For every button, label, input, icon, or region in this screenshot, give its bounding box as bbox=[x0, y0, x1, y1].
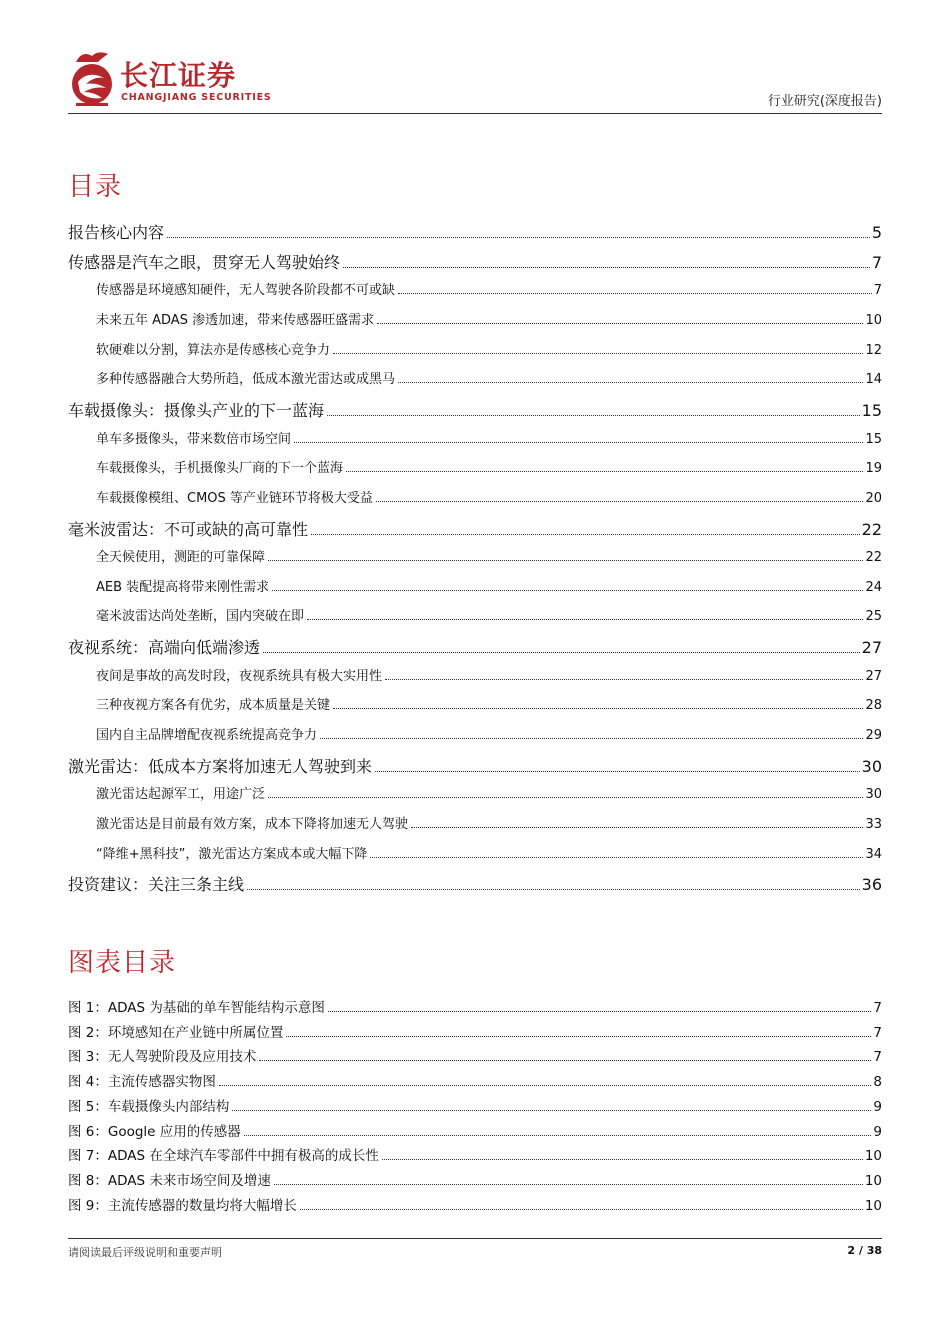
figure-entry[interactable] bbox=[68, 996, 882, 1016]
dot-leader bbox=[259, 1059, 871, 1061]
toc-entry-label: 夜视系统：高端向低端渗透 bbox=[68, 638, 261, 657]
figure-entry-page: 10 bbox=[864, 1173, 882, 1189]
toc-entry-page: 7 bbox=[871, 253, 882, 272]
dot-leader bbox=[398, 292, 872, 294]
toc-entry-page: 24 bbox=[865, 580, 882, 595]
toc-entry-page: 7 bbox=[873, 283, 882, 298]
toc-entry-label: “降维+黑科技”，激光雷达方案成本或大幅下降 bbox=[96, 847, 368, 862]
dot-leader bbox=[294, 441, 863, 443]
dot-leader bbox=[219, 1084, 872, 1086]
toc-entry[interactable] bbox=[68, 783, 882, 802]
dot-leader bbox=[398, 381, 863, 383]
toc-entry-label: 激光雷达是目前最有效方案，成本下降将加速无人驾驶 bbox=[96, 817, 409, 832]
toc-entry-page: 20 bbox=[865, 491, 882, 506]
toc-entry-page: 19 bbox=[865, 461, 882, 476]
dot-leader bbox=[376, 500, 864, 502]
toc-entry-label: 毫米波雷达尚处垄断，国内突破在即 bbox=[96, 609, 305, 624]
toc-entry[interactable] bbox=[68, 220, 882, 243]
dot-leader bbox=[247, 888, 860, 890]
toc-entry[interactable] bbox=[68, 694, 882, 713]
toc-entry[interactable] bbox=[68, 428, 882, 447]
toc-entry-label: 投资建议：关注三条主线 bbox=[68, 875, 245, 894]
dot-leader bbox=[377, 322, 863, 324]
toc-entry[interactable] bbox=[68, 843, 882, 862]
toc-entry-page: 22 bbox=[861, 520, 882, 539]
figure-entry-page: 8 bbox=[873, 1074, 882, 1090]
dot-leader bbox=[343, 266, 870, 268]
toc-entry-label: 多种传感器融合大势所趋，低成本激光雷达或成黑马 bbox=[96, 372, 396, 387]
toc-entry-label: 国内自主品牌增配夜视系统提高竞争力 bbox=[96, 728, 318, 743]
figure-entry-label: 图 6：Google 应用的传感器 bbox=[68, 1124, 241, 1140]
toc-entry-page: 15 bbox=[865, 432, 882, 447]
toc-entry-label: 单车多摄像头，带来数倍市场空间 bbox=[96, 432, 292, 447]
company-logo bbox=[68, 44, 298, 110]
figure-entry-page: 9 bbox=[873, 1099, 882, 1115]
logo-text-cn: 长江证券 bbox=[120, 59, 237, 92]
toc-entry-page: 27 bbox=[865, 669, 882, 684]
toc-entry-label: 夜间是事故的高发时段，夜视系统具有极大实用性 bbox=[96, 669, 383, 684]
figure-entry-label: 图 8：ADAS 未来市场空间及增速 bbox=[68, 1173, 271, 1189]
toc-entry-page: 29 bbox=[865, 728, 882, 743]
logo-emblem-icon bbox=[68, 48, 116, 108]
figure-entry-label: 图 3：无人驾驶阶段及应用技术 bbox=[68, 1049, 257, 1065]
toc-entry[interactable] bbox=[68, 309, 882, 328]
dot-leader bbox=[411, 826, 863, 828]
dot-leader bbox=[382, 1158, 863, 1160]
toc-entry-page: 25 bbox=[865, 609, 882, 624]
toc-entry-label: 毫米波雷达：不可或缺的高可靠性 bbox=[68, 520, 309, 539]
dot-leader bbox=[307, 618, 863, 620]
toc-entry[interactable] bbox=[68, 339, 882, 358]
dot-leader bbox=[167, 236, 870, 238]
figure-entry-label: 图 4：主流传感器实物图 bbox=[68, 1074, 216, 1090]
toc-entry[interactable] bbox=[68, 665, 882, 684]
toc-entry[interactable] bbox=[68, 576, 882, 595]
toc-entry-page: 15 bbox=[861, 401, 882, 420]
dot-leader bbox=[263, 651, 860, 653]
figure-entry[interactable] bbox=[68, 1120, 882, 1140]
toc-entry[interactable] bbox=[68, 517, 882, 540]
toc-entry-page: 14 bbox=[865, 372, 882, 387]
figure-entry-page: 7 bbox=[873, 1025, 882, 1041]
dot-leader bbox=[274, 1183, 863, 1185]
dot-leader bbox=[370, 856, 863, 858]
toc-title: 目录 bbox=[68, 172, 123, 202]
dot-leader bbox=[286, 1035, 871, 1037]
figure-entry-page: 10 bbox=[864, 1198, 882, 1214]
toc-entry-page: 33 bbox=[865, 817, 882, 832]
toc-entry[interactable] bbox=[68, 813, 882, 832]
toc-entry-label: 未来五年 ADAS 渗透加速，带来传感器旺盛需求 bbox=[96, 313, 375, 328]
dot-leader bbox=[328, 1010, 872, 1012]
toc-entry[interactable] bbox=[68, 546, 882, 565]
toc-entry-page: 5 bbox=[871, 223, 882, 242]
toc-entry-label: 激光雷达起源军工，用途广泛 bbox=[96, 787, 266, 802]
toc-entry-label: 传感器是环境感知硬件，无人驾驶各阶段都不可或缺 bbox=[96, 283, 396, 298]
toc-entry[interactable] bbox=[68, 487, 882, 506]
figure-entry-page: 7 bbox=[873, 1000, 882, 1016]
figure-entry[interactable] bbox=[68, 1095, 882, 1115]
figure-entry-label: 图 9：主流传感器的数量均将大幅增长 bbox=[68, 1198, 297, 1214]
figure-entry-page: 9 bbox=[873, 1124, 882, 1140]
toc-entry-label: 车载摄像头，手机摄像头厂商的下一个蓝海 bbox=[96, 461, 344, 476]
toc-entry-page: 28 bbox=[865, 698, 882, 713]
figure-entry[interactable] bbox=[68, 1144, 882, 1164]
logo-text-en: CHANGJIANG SECURITIES bbox=[121, 92, 272, 103]
toc-entry-page: 22 bbox=[865, 550, 882, 565]
toc-entry-label: 三种夜视方案各有优劣，成本质量是关键 bbox=[96, 698, 331, 713]
toc-entry[interactable] bbox=[68, 872, 882, 895]
toc-entry-page: 30 bbox=[861, 757, 882, 776]
figure-entry[interactable] bbox=[68, 1194, 882, 1214]
dot-leader bbox=[300, 1208, 863, 1210]
dot-leader bbox=[244, 1134, 872, 1136]
toc-entry-page: 30 bbox=[865, 787, 882, 802]
figure-entry-label: 图 2：环境感知在产业链中所属位置 bbox=[68, 1025, 284, 1041]
toc-entry-page: 12 bbox=[865, 343, 882, 358]
figure-entry-page: 10 bbox=[864, 1148, 882, 1164]
figure-entry[interactable] bbox=[68, 1021, 882, 1041]
page-header bbox=[68, 44, 882, 114]
page-number: 2 / 38 bbox=[847, 1244, 882, 1257]
dot-leader bbox=[333, 707, 863, 709]
toc-entry-label: 车载摄像头：摄像头产业的下一蓝海 bbox=[68, 401, 325, 420]
footer-disclaimer: 请阅读最后评级说明和重要声明 bbox=[68, 1246, 222, 1259]
figure-entry-label: 图 7：ADAS 在全球汽车零部件中拥有极高的成长性 bbox=[68, 1148, 379, 1164]
toc-entry-label: 报告核心内容 bbox=[68, 223, 165, 242]
dot-leader bbox=[232, 1109, 871, 1111]
figure-entry-page: 7 bbox=[873, 1049, 882, 1065]
toc-entry-label: 传感器是汽车之眼，贯穿无人驾驶始终 bbox=[68, 253, 341, 272]
dot-leader bbox=[311, 533, 860, 535]
toc-entry[interactable] bbox=[68, 457, 882, 476]
toc-entry-label: AEB 装配提高将带来刚性需求 bbox=[96, 580, 270, 595]
toc-entry-label: 激光雷达：低成本方案将加速无人驾驶到来 bbox=[68, 757, 373, 776]
dot-leader bbox=[385, 678, 863, 680]
toc-entry[interactable] bbox=[68, 279, 882, 298]
figure-list-title: 图表目录 bbox=[68, 948, 177, 978]
figure-entry[interactable] bbox=[68, 1070, 882, 1090]
toc-entry-page: 10 bbox=[865, 313, 882, 328]
figure-entry[interactable] bbox=[68, 1045, 882, 1065]
dot-leader bbox=[327, 414, 860, 416]
toc-entry[interactable] bbox=[68, 754, 882, 777]
dot-leader bbox=[333, 352, 863, 354]
footer-divider bbox=[68, 1238, 882, 1239]
dot-leader bbox=[375, 770, 860, 772]
header-divider bbox=[68, 113, 882, 114]
figure-entry-label: 图 5：车载摄像头内部结构 bbox=[68, 1099, 230, 1115]
toc-entry-label: 车载摄像模组、CMOS 等产业链环节将极大受益 bbox=[96, 491, 373, 506]
dot-leader bbox=[320, 737, 863, 739]
toc-entry[interactable] bbox=[68, 368, 882, 387]
toc-entry[interactable] bbox=[68, 605, 882, 624]
toc-entry[interactable] bbox=[68, 250, 882, 273]
report-type: 行业研究(深度报告) bbox=[767, 94, 882, 109]
toc-entry-page: 27 bbox=[861, 638, 882, 657]
toc-entry[interactable] bbox=[68, 724, 882, 743]
toc-entry[interactable] bbox=[68, 635, 882, 658]
toc-entry[interactable] bbox=[68, 398, 882, 421]
toc-entry-page: 34 bbox=[865, 847, 882, 862]
dot-leader bbox=[346, 470, 863, 472]
dot-leader bbox=[268, 796, 863, 798]
toc-entry-label: 全天候使用，测距的可靠保障 bbox=[96, 550, 266, 565]
toc-entry-label: 软硬难以分割，算法亦是传感核心竞争力 bbox=[96, 343, 331, 358]
dot-leader bbox=[272, 589, 863, 591]
figure-entry-label: 图 1：ADAS 为基础的单车智能结构示意图 bbox=[68, 1000, 325, 1016]
dot-leader bbox=[268, 559, 863, 561]
toc-entry-page: 36 bbox=[861, 875, 882, 894]
figure-entry[interactable] bbox=[68, 1169, 882, 1189]
